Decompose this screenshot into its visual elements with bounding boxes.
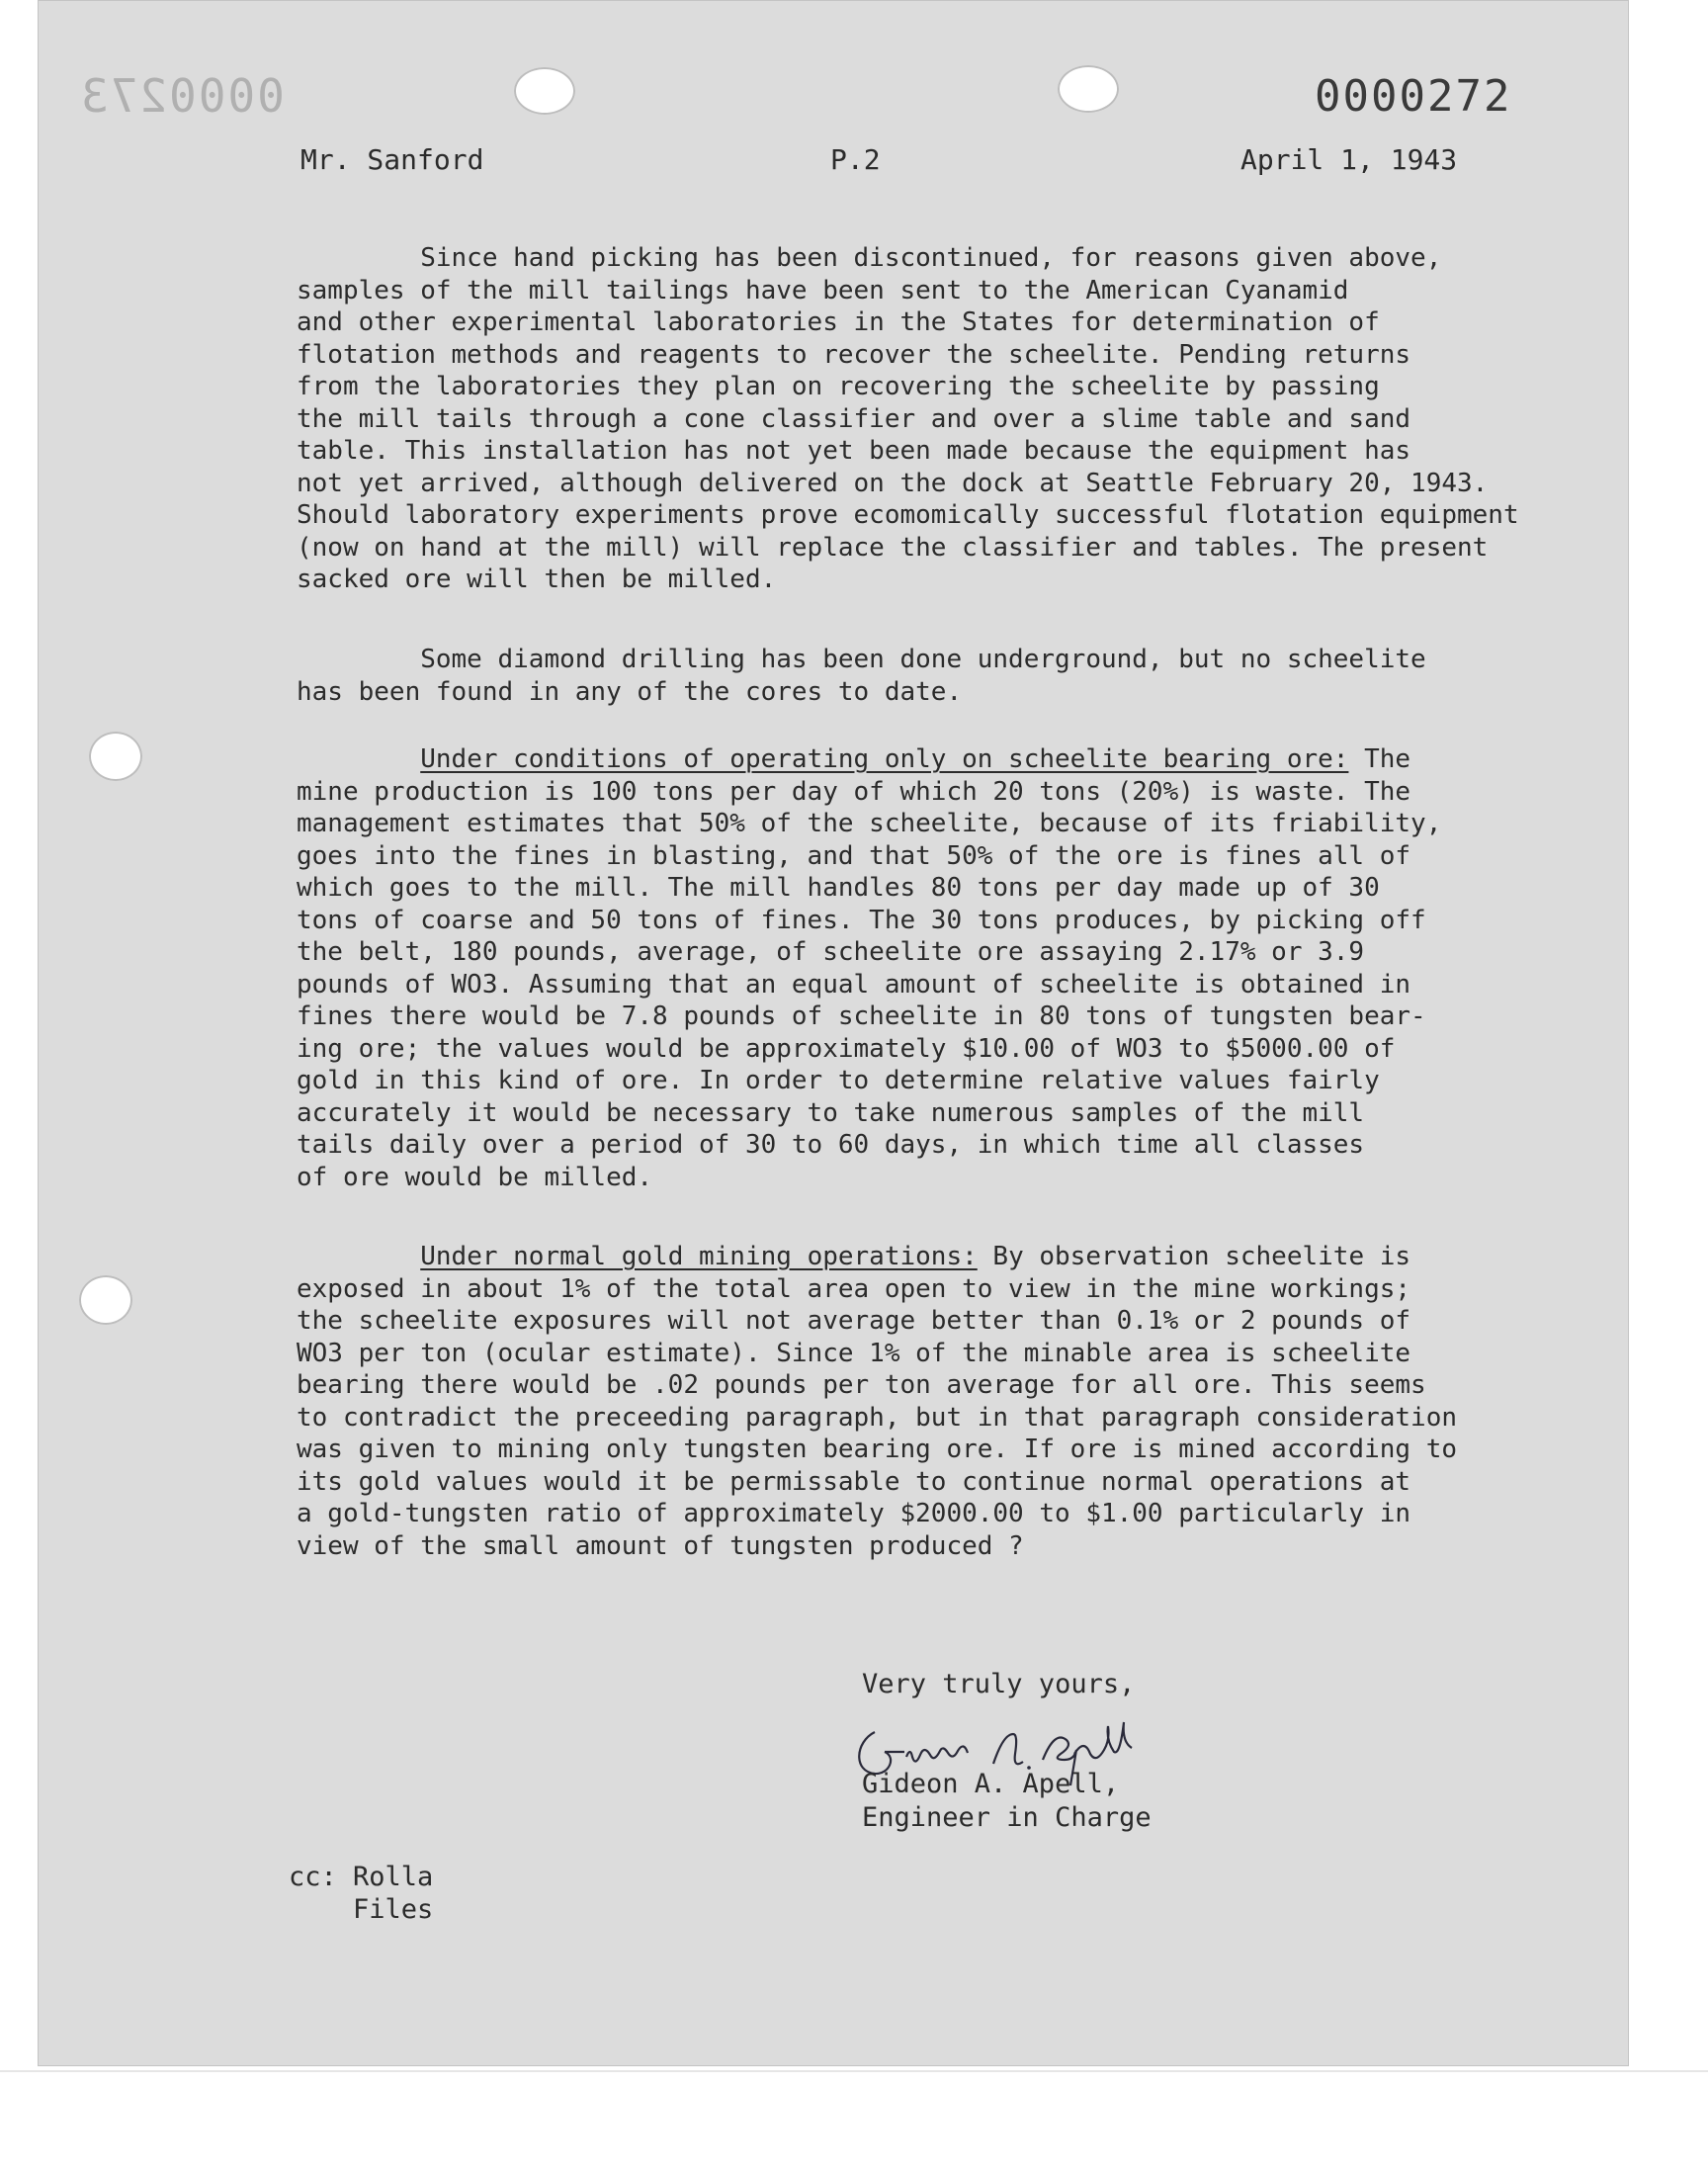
signer-block [862, 1768, 1152, 1835]
scan-edge [0, 2070, 1708, 2072]
paragraph-scheelite-ore-text: mine production is 100 tons per day of which 20 tons (20%) is waste. The management estimates that 50% of the scheelite, because of its friability, goes into the fines in blasting, and that 50% of the ore is fines all of which goes to the mill. The mill handles 80 tons per day made up of 30 tons of coarse and 50 tons of fines. The 30 tons produces, by picking off the belt, 180 pounds, average, of scheelite ore assaying 2.17% or 3.9 pounds of WO3. Assuming that an equal amount of scheelite is obtained in fines there would be 7.8 pounds of scheelite in 80 tons of tungsten bear- ing ore; the values would be approximately $10.00 of WO3 to $5000.00 of gold in this kind of ore. In order to determine relative values fairly accurately it would be necessary to take numerous samples of the mill tails daily over a period of 30 to 60 days, in which time all classes of ore would be milled. [297, 776, 1442, 1192]
document-number: 0000272 [1315, 71, 1512, 122]
signer-name: Gideon A. Apell, [862, 1769, 1120, 1799]
closing-salutation: Very truly yours, [862, 1669, 1136, 1699]
heading-scheelite-ore: Under conditions of operating only on scheelite bearing ore: [420, 744, 1349, 774]
header-recipient: Mr. Sanford [300, 143, 484, 176]
bleed-through-number: 0000273 [79, 69, 285, 123]
punch-hole-side-upper [89, 732, 142, 781]
signer-title: Engineer in Charge [862, 1802, 1152, 1833]
carbon-copy-list: cc: Rolla Files [289, 1862, 434, 1925]
heading-gold-mining: Under normal gold mining operations: [420, 1242, 978, 1271]
punch-hole-side-lower [79, 1275, 132, 1325]
punch-hole-top-left [514, 67, 575, 115]
heading-gold-mining-tail: By observation scheelite is [977, 1242, 1411, 1271]
paragraph-scheelite-ore [297, 743, 1611, 1193]
header-page: P.2 [830, 143, 881, 176]
paragraph-tailings: Since hand picking has been discontinued, for reasons given above, samples of the mill tailings have been sent to the American Cyanamid and other experimental laboratories in the States for determination of flotation methods and reagents to recover the scheelite. Pending returns from the laboratories they plan on recovering the scheelite by passing the mill tails through a cone classifier and over a slime table and sand table. This installation has not yet been made because the equipment has not yet arrived, although delivered on the dock at Seattle February 20, 1943. Should laboratory experiments prove ecomomically successful flotation equipment (now on hand at the mill) will replace the classifier and tables. The present sacked ore will then be milled. [297, 243, 1519, 594]
paragraph-gold-mining-text: exposed in about 1% of the total area open to view in the mine workings; the scheelite exposures will not average better than 0.1% or 2 pounds of WO3 per ton (ocular estimate). Since 1% of the minable area is scheelite bearing there would be .02 pounds per ton average for all ore. This seems to contradict the preceeding paragraph, but in that paragraph consideration was given to mining only tungsten bearing ore. If ore is mined according to its gold values would it be permissable to continue normal operations at a gold-tungsten ratio of approximately $2000.00 to $1.00 particularly in view of the small amount of tungsten produced ? [297, 1273, 1457, 1561]
paragraph-drilling: Some diamond drilling has been done underground, but no scheelite has been found in any of the cores to date. [297, 645, 1426, 707]
header-date: April 1, 1943 [1240, 143, 1458, 176]
heading-scheelite-ore-tail: The [1348, 744, 1411, 774]
paragraph-gold-mining [297, 1241, 1611, 1562]
punch-hole-top-right [1058, 65, 1119, 113]
